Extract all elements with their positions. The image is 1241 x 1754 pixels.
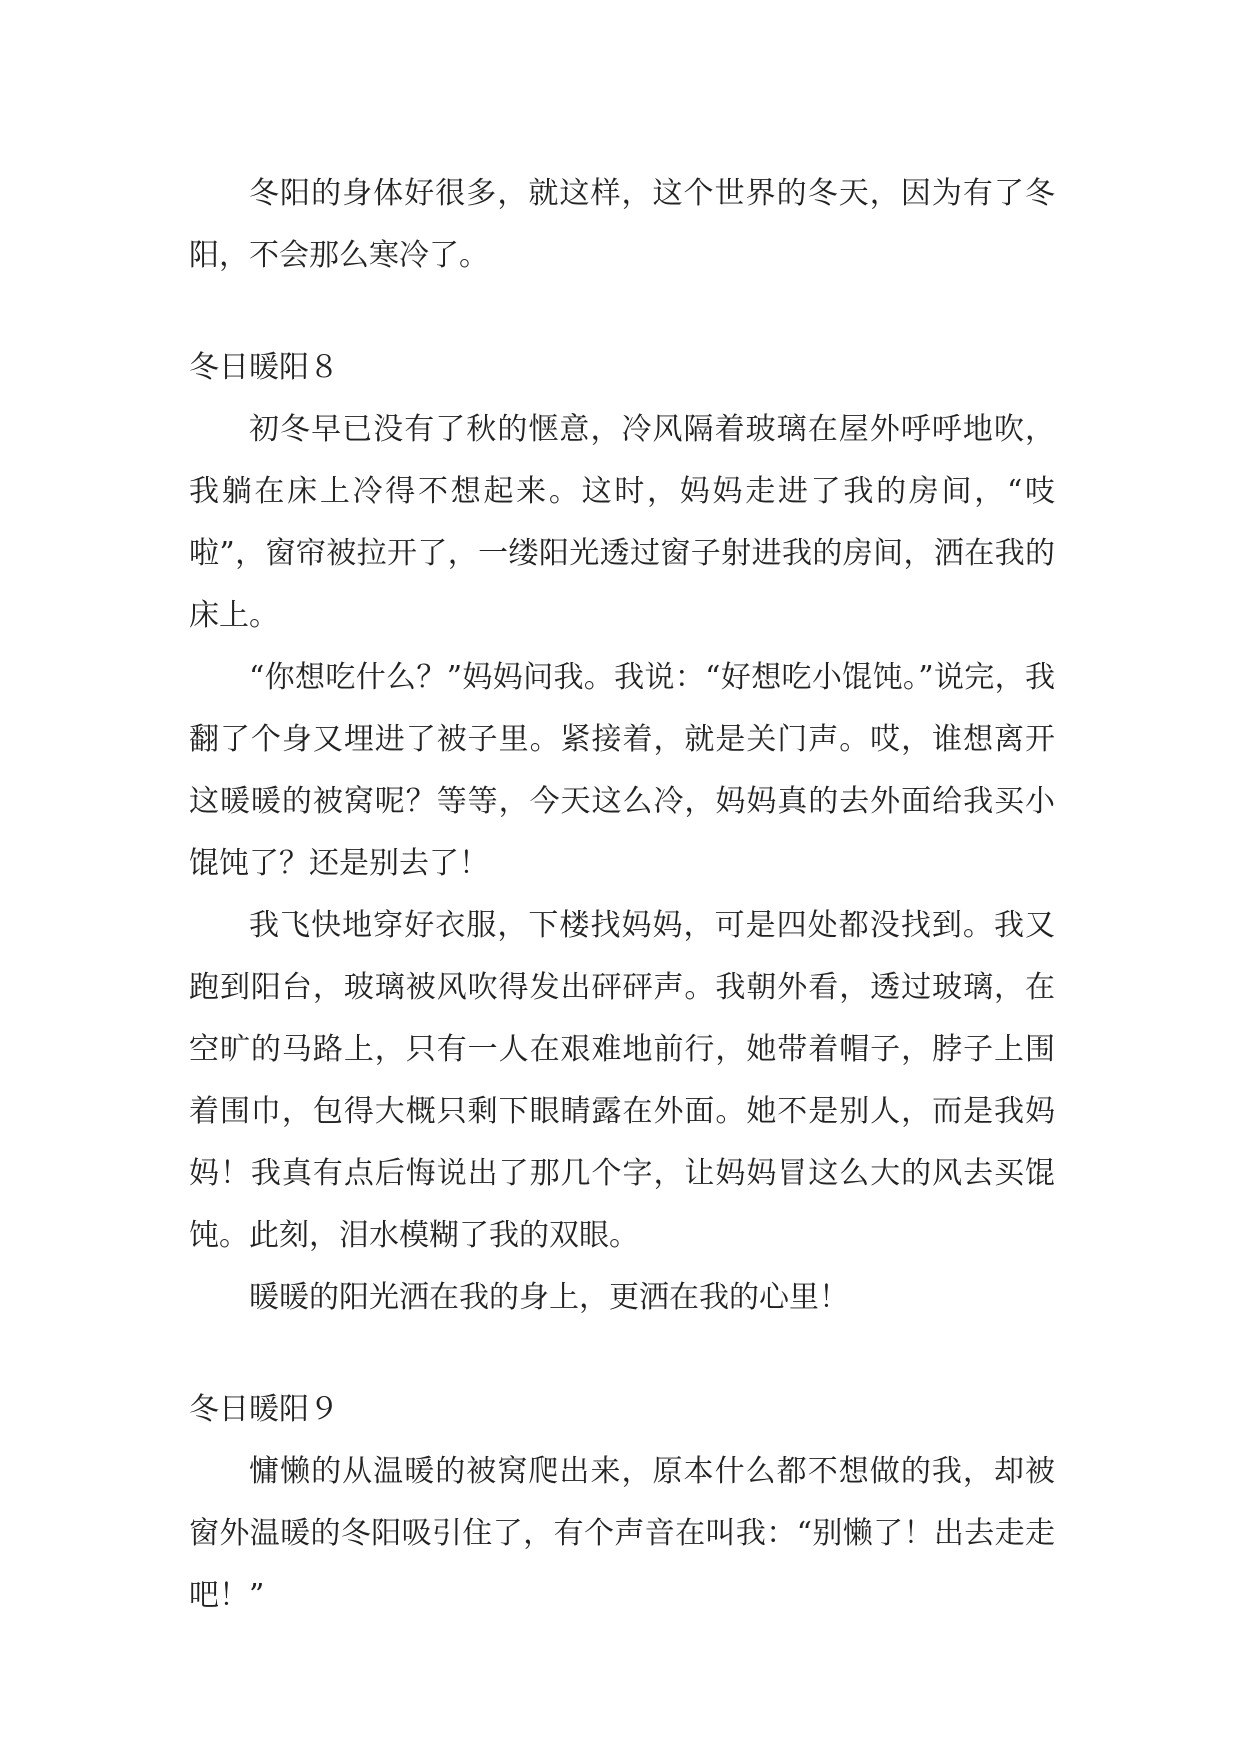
section-title-8: 冬日暖阳８ bbox=[189, 350, 339, 385]
section-title-9: 冬日暖阳９ bbox=[189, 1392, 339, 1427]
paragraph-8-4: 暖暖的阳光洒在我的身上，更洒在我的心里！ bbox=[249, 1280, 849, 1315]
section-spacer bbox=[189, 287, 1055, 337]
paragraph-8-2: “你想吃什么？”妈妈问我。我说：“好想吃小馄饨。”说完，我翻了个身又埋进了被子里。紧接着，就是关门声。哎，谁想离开这暖暖的被窝呢？等等，今天这么冷，妈妈真的去外面给我买小馄饨了？还是别去了！ bbox=[189, 660, 1055, 881]
paragraph-8-3: 我飞快地穿好衣服，下楼找妈妈，可是四处都没找到。我又跑到阳台，玻璃被风吹得发出砰砰声。我朝外看，透过玻璃，在空旷的马路上，只有一人在艰难地前行，她带着帽子，脖子上围着围巾，包得大概只剩下眼睛露在外面。她不是别人，而是我妈妈！我真有点后悔说出了那几个字，让妈妈冒这么大的风去买馄饨。此刻，泪水模糊了我的双眼。 bbox=[189, 908, 1055, 1253]
paragraph-8-1: 初冬早已没有了秋的惬意，冷风隔着玻璃在屋外呼呼地吹，我躺在床上冷得不想起来。这时，妈妈走进了我的房间，“吱啦”，窗帘被拉开了，一缕阳光透过窗子射进我的房间，洒在我的床上。 bbox=[189, 412, 1055, 633]
document-body bbox=[189, 163, 1055, 1627]
paragraph-intro: 冬阳的身体好很多，就这样，这个世界的冬天，因为有了冬阳，不会那么寒冷了。 bbox=[189, 176, 1055, 273]
paragraph-9-1: 慵懒的从温暖的被窝爬出来，原本什么都不想做的我，却被窗外温暖的冬阳吸引住了，有个声音在叫我：“别懒了！出去走走吧！” bbox=[189, 1454, 1055, 1613]
section-spacer bbox=[189, 1329, 1055, 1379]
